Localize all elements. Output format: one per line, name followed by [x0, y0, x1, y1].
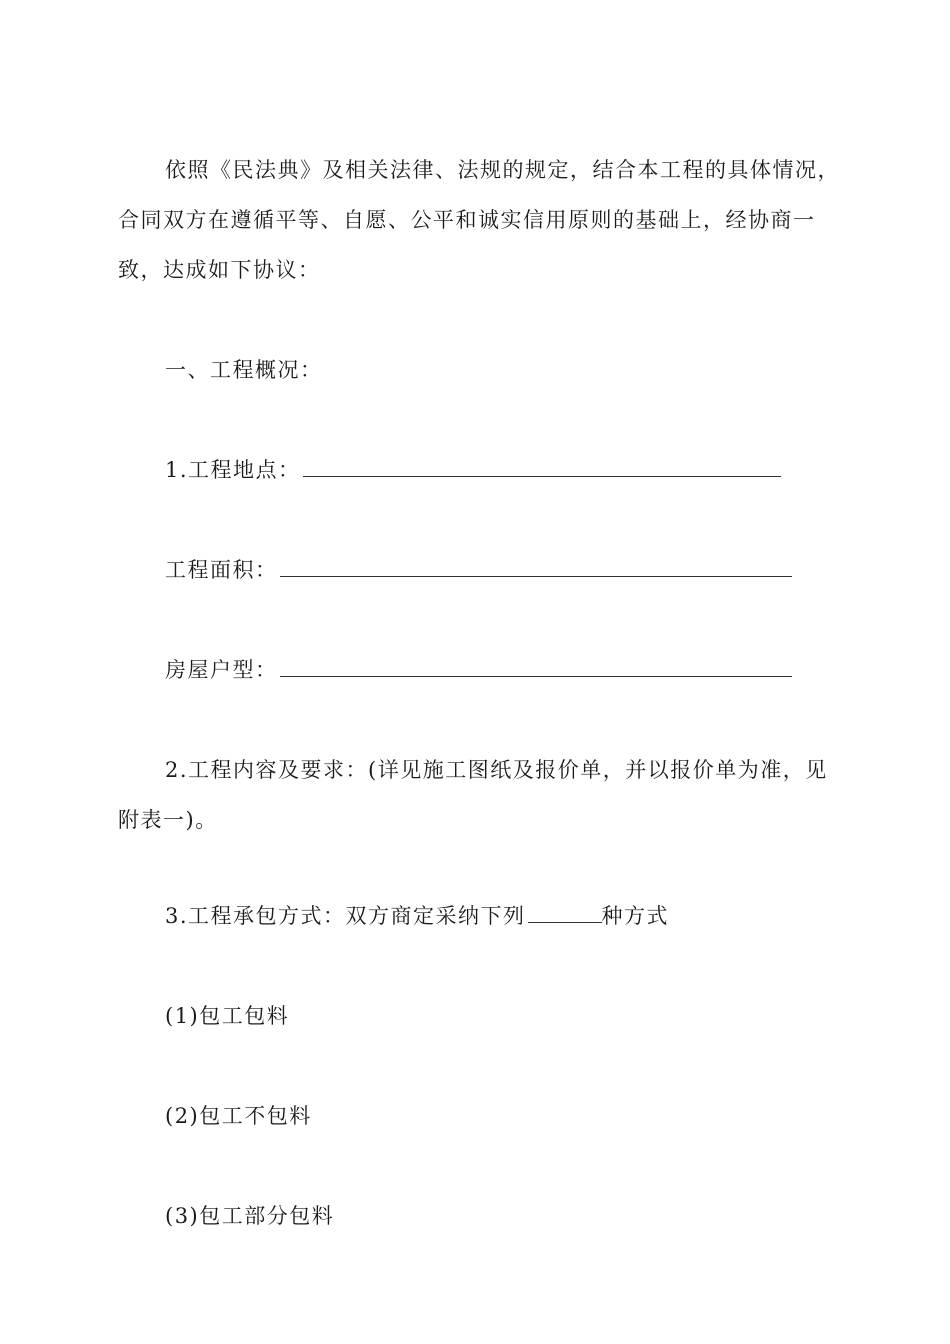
area-blank[interactable] — [280, 556, 792, 577]
item3 — [165, 902, 669, 930]
item3-prefix: 3.工程承包方式：双方商定采纳下列 — [165, 904, 526, 928]
field-location-label: 1.工程地点： — [165, 458, 301, 482]
field-house-type-label: 房屋户型： — [165, 658, 278, 682]
field-house-type — [165, 656, 792, 684]
item2-line-2: 附表一)。 — [118, 808, 218, 832]
intro-line-2: 合同双方在遵循平等、自愿、公平和诚实信用原则的基础上，经协商一 — [118, 208, 816, 232]
intro-line-1: 依照《民法典》及相关法律、法规的规定，结合本工程的具体情况， — [165, 158, 840, 182]
section-heading-1: 一、工程概况： — [165, 358, 323, 382]
item3-suffix: 种方式 — [601, 904, 670, 928]
item2-line-1: 2.工程内容及要求：(详见施工图纸及报价单，并以报价单为准，见 — [165, 758, 828, 782]
field-location — [165, 456, 781, 484]
field-area — [165, 556, 792, 584]
house-type-blank[interactable] — [280, 656, 792, 677]
intro-line-3: 致，达成如下协议： — [118, 258, 321, 282]
option-2: (2)包工不包料 — [165, 1104, 312, 1128]
field-area-label: 工程面积： — [165, 558, 278, 582]
option-3: (3)包工部分包料 — [165, 1204, 335, 1228]
option-1: (1)包工包料 — [165, 1004, 290, 1028]
method-blank[interactable] — [528, 902, 602, 923]
location-blank[interactable] — [303, 456, 781, 477]
